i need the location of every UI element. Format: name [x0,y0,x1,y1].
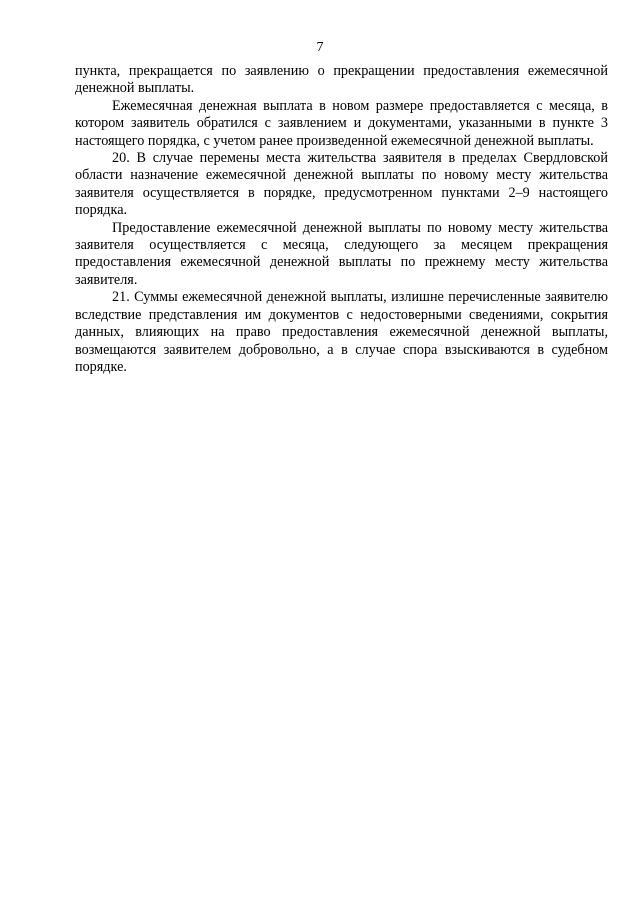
paragraph-new-residence-start: Предоставление ежемесячной денежной выплаты по новому месту жительства заявителя осуществляется с месяца, следующего за месяцем прекращения предоставления ежемесячной денежной выплаты по прежнему месту жительства заявителя. [75,219,608,288]
paragraph-item-21: 21. Суммы ежемесячной денежной выплаты, излишне перечисленные заявителю вследствие представления им документов с недостоверными сведениями, сокрытия данных, влияющих на право предоставления ежемесячной денежной выплаты, возмещаются заявителем добровольно, а в случае спора взыскиваются в судебном порядке. [75,289,608,375]
page-number: 7 [316,40,324,55]
paragraph-item-20: 20. В случае перемены места жительства заявителя в пределах Свердловской области назначение ежемесячной денежной выплаты по новому месту жительства заявителя осуществляется в порядке, предусмотренном пунктами 2–9 настоящего порядка. [75,150,608,219]
paragraph-continuation: пункта, прекращается по заявлению о прекращении предоставления ежемесячной денежной выплаты. [75,63,608,97]
paragraph-new-amount: Ежемесячная денежная выплата в новом размере предоставляется с месяца, в котором заявитель обратился с заявлением и документами, указанными в пункте 3 настоящего порядка, с учетом ранее произведенной ежемесячной денежной выплаты. [75,97,608,149]
document-body [75,63,608,376]
